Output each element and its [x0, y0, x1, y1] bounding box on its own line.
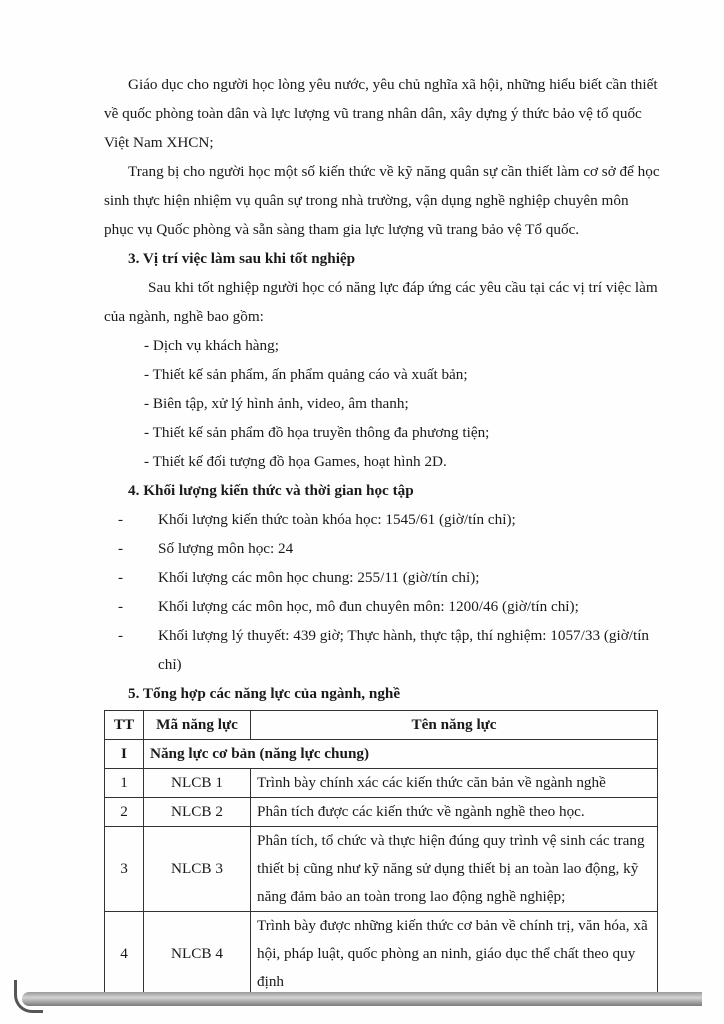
job-item: - Thiết kế sản phẩm đồ họa truyền thông đa phương tiện; — [144, 424, 490, 441]
table-row — [105, 769, 658, 798]
row-name: Trình bày chính xác các kiến thức căn bản về ngành nghề — [251, 769, 658, 798]
header-name: Tên năng lực — [251, 711, 658, 740]
workload-text: Khối lượng các môn học, mô đun chuyên môn: 1200/46 (giờ/tín chỉ); — [158, 598, 579, 615]
footer-decoration-bar — [22, 992, 702, 1006]
header-tt: TT — [105, 711, 144, 740]
section-5-heading: 5. Tổng hợp các năng lực của ngành, nghề — [128, 685, 401, 702]
header-code: Mã năng lực — [144, 711, 251, 740]
row-code: NLCB 2 — [144, 798, 251, 827]
table-group-row — [105, 740, 658, 769]
intro-paragraph-1: Giáo dục cho người học lòng yêu nước, yêu chủ nghĩa xã hội, những hiểu biết cần thiết về quốc phòng toàn dân và lực lượng vũ trang nhân dân, xây dựng ý thức bảo vệ tổ quốc Việt Nam XHCN; — [104, 76, 658, 151]
table-row — [105, 827, 658, 912]
row-name: Phân tích được các kiến thức về ngành nghề theo học. — [251, 798, 658, 827]
job-item: - Biên tập, xử lý hình ảnh, video, âm thanh; — [144, 395, 409, 412]
job-item: - Thiết kế đối tượng đồ họa Games, hoạt hình 2D. — [144, 453, 447, 470]
page-content — [104, 70, 660, 997]
intro-paragraph-2: Trang bị cho người học một số kiến thức về kỹ năng quân sự cần thiết làm cơ sở để học sinh thực hiện nhiệm vụ quân sự trong nhà trường, vận dụng nghề nghiệp chuyên môn phục vụ Quốc phòng và sẵn sàng tham gia lực lượng vũ trang bảo vệ Tổ quốc. — [104, 163, 660, 238]
workload-text: Số lượng môn học: 24 — [158, 540, 294, 557]
workload-text: Khối lượng kiến thức toàn khóa học: 1545/61 (giờ/tín chỉ); — [158, 511, 516, 528]
row-tt: 1 — [105, 769, 144, 798]
workload-text: Khối lượng lý thuyết: 439 giờ; Thực hành, thực tập, thí nghiệm: 1057/33 (giờ/tín chỉ) — [158, 627, 650, 673]
dash-marker: - — [118, 627, 124, 644]
row-code: NLCB 4 — [144, 912, 251, 997]
workload-item — [104, 592, 660, 621]
table-row — [105, 798, 658, 827]
row-tt: 2 — [105, 798, 144, 827]
workload-item — [104, 563, 660, 592]
competency-table — [104, 710, 658, 997]
group-label: Năng lực cơ bản (năng lực chung) — [144, 740, 658, 769]
group-tt: I — [105, 740, 144, 769]
section-3-intro: Sau khi tốt nghiệp người học có năng lực đáp ứng các yêu cầu tại các vị trí việc làm của ngành, nghề bao gồm: — [104, 279, 658, 325]
job-item: - Dịch vụ khách hàng; — [144, 337, 279, 354]
section-3-heading: 3. Vị trí việc làm sau khi tốt nghiệp — [128, 250, 356, 267]
row-name: Phân tích, tổ chức và thực hiện đúng quy trình vệ sinh các trang thiết bị cũng như kỹ năng sử dụng thiết bị an toàn lao động, kỹ năng đảm bảo an toàn trong lao động nghề nghiệp; — [251, 827, 658, 912]
row-tt: 4 — [105, 912, 144, 997]
row-name: Trình bày được những kiến thức cơ bản về chính trị, văn hóa, xã hội, pháp luật, quốc phòng an ninh, giáo dục thể chất theo quy định — [251, 912, 658, 997]
workload-text: Khối lượng các môn học chung: 255/11 (giờ/tín chỉ); — [158, 569, 480, 586]
dash-marker: - — [118, 511, 124, 528]
table-row — [105, 912, 658, 997]
section-4-heading: 4. Khối lượng kiến thức và thời gian học tập — [128, 482, 414, 499]
workload-item — [104, 621, 660, 679]
workload-item — [104, 505, 660, 534]
row-code: NLCB 1 — [144, 769, 251, 798]
row-tt: 3 — [105, 827, 144, 912]
table-header-row — [105, 711, 658, 740]
workload-item — [104, 534, 660, 563]
job-item: - Thiết kế sản phẩm, ấn phẩm quảng cáo và xuất bản; — [144, 366, 468, 383]
dash-marker: - — [118, 569, 124, 586]
row-code: NLCB 3 — [144, 827, 251, 912]
dash-marker: - — [118, 598, 124, 615]
dash-marker: - — [118, 540, 124, 557]
